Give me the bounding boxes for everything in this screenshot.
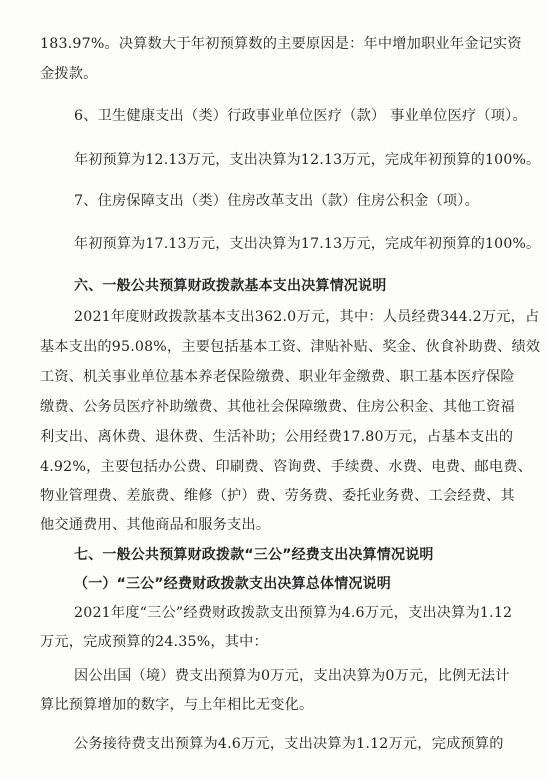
body-line: 4.92%，主要包括办公费、印刷费、咨询费、手续费、水费、电费、邮电费、	[40, 459, 533, 475]
body-line: 万元，完成预算的24.35%，其中：	[40, 634, 268, 650]
body-line: 利支出、离休费、退休费、生活补助；公用经费17.80万元，占基本支出的	[40, 429, 514, 445]
body-line: 公务接待费支出预算为4.6万元，支出决算为1.12万元，完成预算的	[74, 736, 504, 752]
body-line: 工资、机关事业单位基本养老保险缴费、职业年金缴费、职工基本医疗保险	[40, 369, 515, 385]
body-line: 算比预算增加的数字，与上年相比无变化。	[40, 697, 314, 713]
item-heading-6: 6、卫生健康支出（类）行政事业单位医疗（款） 事业单位医疗（项）。	[74, 108, 527, 124]
body-line: 基本支出的95.08%，主要包括基本工资、津贴补贴、奖金、伙食补助费、绩效	[40, 339, 541, 355]
body-line: 183.97%。决算数大于年初预算数的主要原因是：年中增加职业年金记实资	[40, 36, 522, 52]
body-line: 2021年度“三公”经费财政拨款支出预算为4.6万元，支出决算为1.12	[74, 605, 513, 621]
section-heading-6: 六、一般公共预算财政拨款基本支出决算情况说明	[74, 278, 387, 294]
body-line: 金拨款。	[40, 66, 98, 82]
body-line: 因公出国（境）费支出预算为0万元，支出决算为0万元，比例无法计	[74, 668, 510, 684]
body-line: 物业管理费、差旅费、维修（护）费、劳务费、委托业务费、工会经费、其	[40, 488, 515, 504]
body-line: 年初预算为12.13万元，支出决算为12.13万元，完成年初预算的100%。	[74, 152, 541, 168]
section-heading-7: 七、一般公共预算财政拨款“三公”经费支出决算情况说明	[74, 547, 434, 563]
body-line: 年初预算为17.13万元，支出决算为17.13万元，完成年初预算的100%。	[74, 236, 541, 252]
body-line: 缴费、公务员医疗补助缴费、其他社会保障缴费、住房公积金、其他工资福	[40, 399, 515, 415]
subsection-heading-1: （一）“三公”经费财政拨款支出决算总体情况说明	[74, 576, 392, 592]
item-heading-7: 7、住房保障支出（类）住房改革支出（款）住房公积金（项）。	[74, 193, 479, 209]
body-line: 2021年度财政拨款基本支出362.0万元，其中：人员经费344.2万元，占	[74, 309, 540, 325]
body-line: 他交通费用、其他商品和服务支出。	[40, 517, 271, 533]
